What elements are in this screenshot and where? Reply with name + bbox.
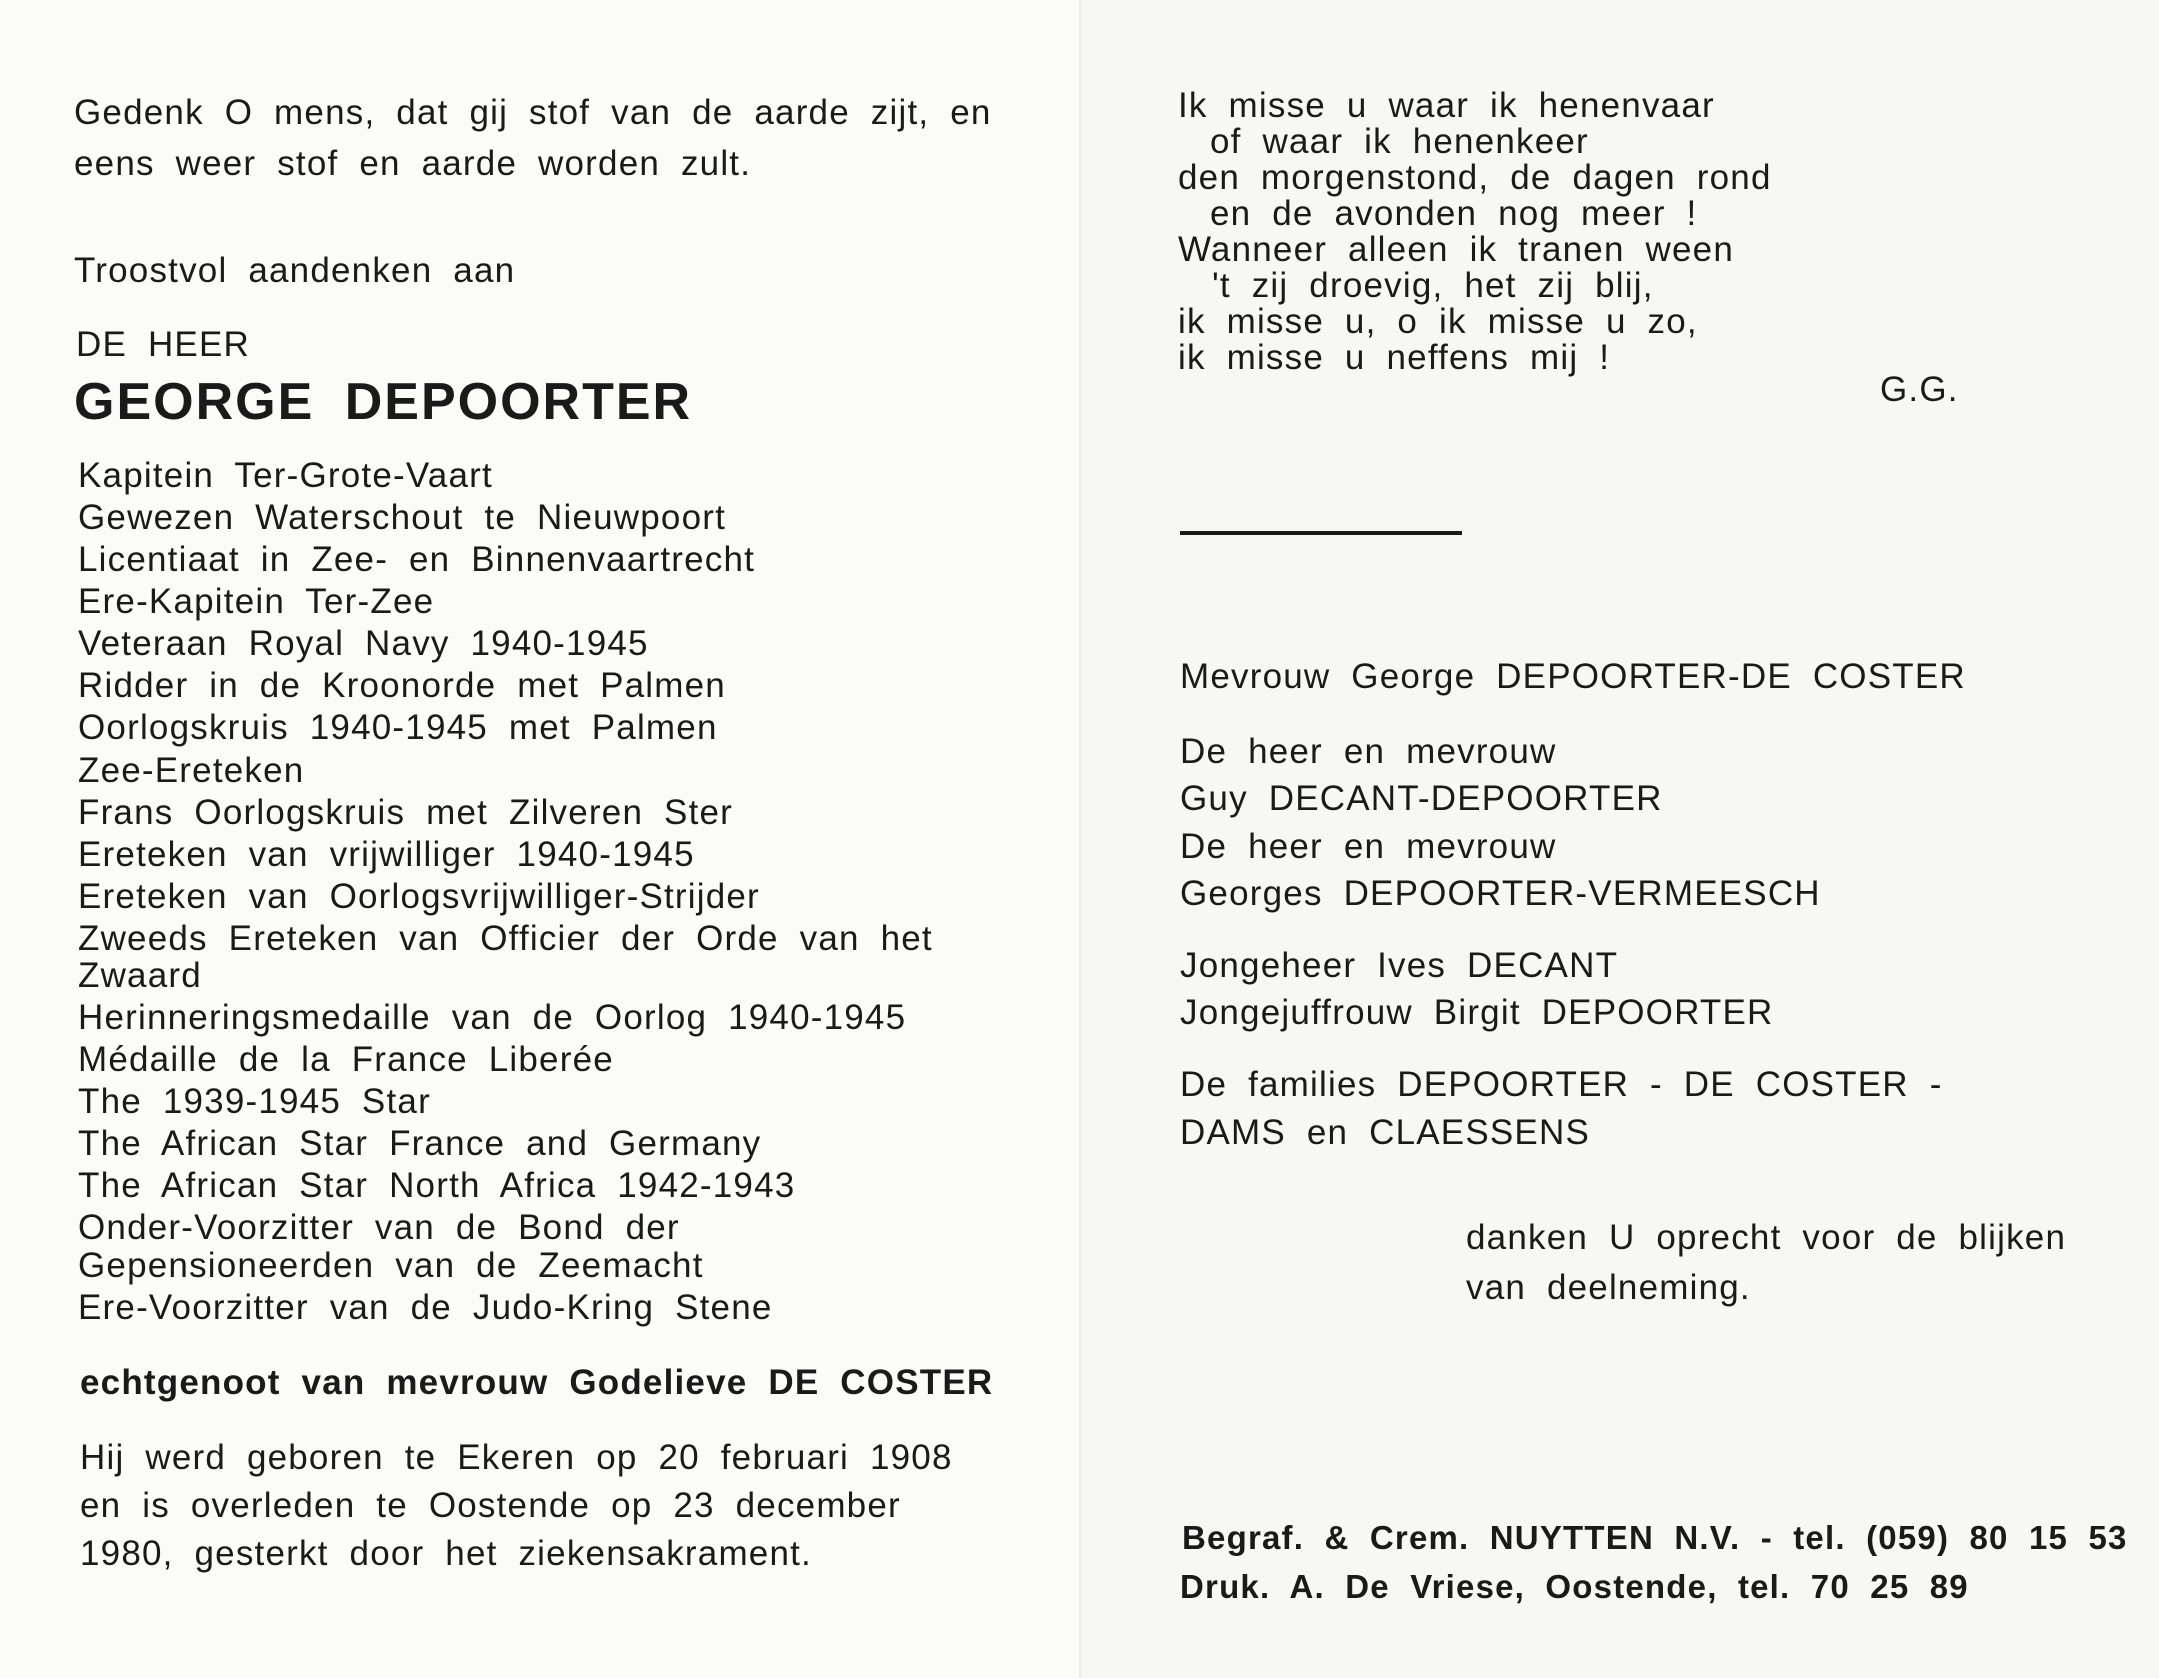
thanks-line-1: danken U oprecht voor de blijken [1466, 1218, 2067, 1257]
poem-line-6: 't zij droevig, het zij blij, [1212, 266, 1654, 305]
title-line: Ere-Voorzitter van de Judo-Kring Stene [78, 1288, 773, 1327]
title-line: Ere-Kapitein Ter-Zee [78, 582, 435, 621]
card-fold [1079, 0, 1081, 1678]
biography-line-1: Hij werd geboren te Ekeren op 20 februari 1908 [80, 1438, 953, 1477]
title-line: The 1939-1945 Star [78, 1082, 431, 1121]
footer-printer: Druk. A. De Vriese, Oostende, tel. 70 25 89 [1180, 1568, 1969, 1605]
title-line: Médaille de la France Liberée [78, 1040, 614, 1079]
title-line: Gewezen Waterschout te Nieuwpoort [78, 498, 727, 537]
title-line: Zwaard [78, 956, 202, 995]
title-line: Kapitein Ter-Grote-Vaart [78, 456, 493, 495]
footer-funeral-home: Begraf. & Crem. NUYTTEN N.V. - tel. (059) 80 15 53 [1182, 1519, 2128, 1556]
poem-line-3: den morgenstond, de dagen rond [1178, 158, 1772, 197]
poem-line-2: of waar ik henenkeer [1210, 122, 1589, 161]
deceased-name: GEORGE DEPOORTER [74, 373, 693, 431]
title-line: The African Star France and Germany [78, 1124, 762, 1163]
family-line-3: Guy DECANT-DEPOORTER [1180, 779, 1663, 818]
poem-author: G.G. [1880, 370, 1959, 409]
family-line-9: DAMS en CLAESSENS [1180, 1113, 1590, 1152]
title-line: Frans Oorlogskruis met Zilveren Ster [78, 793, 734, 832]
title-line: Ereteken van Oorlogsvrijwilliger-Strijder [78, 877, 760, 916]
family-line-7: Jongejuffrouw Birgit DEPOORTER [1180, 993, 1774, 1032]
title-line: Veteraan Royal Navy 1940-1945 [78, 624, 649, 663]
spouse-line: echtgenoot van mevrouw Godelieve DE COSTER [80, 1363, 994, 1402]
quote-line-2: eens weer stof en aarde worden zult. [74, 144, 752, 183]
title-line: Zee-Ereteken [78, 751, 305, 790]
title-line: The African Star North Africa 1942-1943 [78, 1166, 796, 1205]
title-line: Zweeds Ereteken van Officier der Orde van het [78, 919, 933, 958]
title-line: Herinneringsmedaille van de Oorlog 1940-1945 [78, 998, 907, 1037]
honorific: DE HEER [76, 325, 250, 364]
quote-line-1: Gedenk O mens, dat gij stof van de aarde zijt, en [74, 93, 992, 132]
intro-text: Troostvol aandenken aan [74, 251, 516, 290]
family-line-8: De families DEPOORTER - DE COSTER - [1180, 1065, 1943, 1104]
poem-line-1: Ik misse u waar ik henenvaar [1178, 86, 1715, 125]
family-line-6: Jongeheer Ives DECANT [1180, 946, 1619, 985]
thanks-line-2: van deelneming. [1466, 1268, 1751, 1307]
biography-line-2: en is overleden te Oostende op 23 december [80, 1486, 901, 1525]
poem-line-7: ik misse u, o ik misse u zo, [1178, 302, 1698, 341]
family-line-2: De heer en mevrouw [1180, 732, 1557, 771]
poem-line-8: ik misse u neffens mij ! [1178, 338, 1611, 377]
divider-rule [1180, 531, 1462, 535]
title-line: Ereteken van vrijwilliger 1940-1945 [78, 835, 695, 874]
poem-line-4: en de avonden nog meer ! [1210, 194, 1698, 233]
family-line-1: Mevrouw George DEPOORTER-DE COSTER [1180, 657, 1966, 696]
title-line: Onder-Voorzitter van de Bond der [78, 1208, 680, 1247]
biography-line-3: 1980, gesterkt door het ziekensakrament. [80, 1534, 812, 1573]
title-line: Oorlogskruis 1940-1945 met Palmen [78, 708, 718, 747]
family-line-4: De heer en mevrouw [1180, 827, 1557, 866]
poem-line-5: Wanneer alleen ik tranen ween [1178, 230, 1735, 269]
title-line: Licentiaat in Zee- en Binnenvaartrecht [78, 540, 756, 579]
family-line-5: Georges DEPOORTER-VERMEESCH [1180, 874, 1821, 913]
title-line: Gepensioneerden van de Zeemacht [78, 1246, 704, 1285]
title-line: Ridder in de Kroonorde met Palmen [78, 666, 726, 705]
